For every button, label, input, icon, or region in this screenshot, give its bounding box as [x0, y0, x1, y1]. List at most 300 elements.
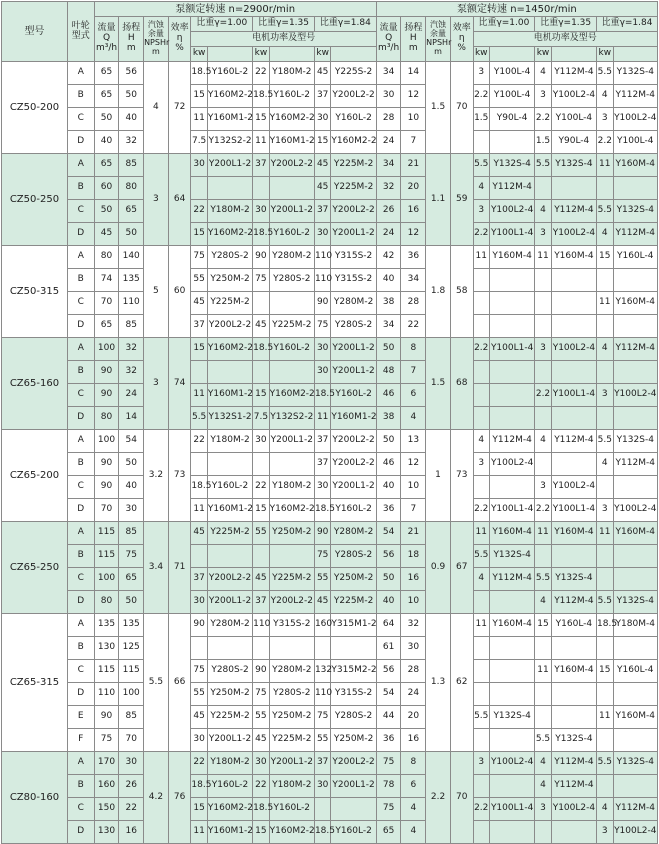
table-cell: 3 [535, 85, 551, 108]
table-cell: 3 [473, 453, 489, 476]
table-cell: 4 [535, 200, 551, 223]
table-cell: Y280S-2 [331, 545, 376, 568]
table-cell: Y225M-2 [331, 591, 376, 614]
header-kw: kw [191, 47, 207, 62]
table-row [2, 614, 658, 637]
table-cell: 75 [94, 729, 119, 752]
table-cell [597, 568, 613, 591]
table-cell [489, 407, 534, 430]
table-cell [269, 545, 314, 568]
table-cell: 50 [119, 453, 144, 476]
table-cell: 45 [314, 154, 330, 177]
table-cell: 15 [253, 821, 269, 844]
table-cell: 7.5 [191, 131, 207, 154]
table-row [2, 430, 658, 453]
table-cell: Y100L2-4 [489, 453, 534, 476]
table-cell: Y132S-4 [613, 752, 657, 775]
table-cell [489, 821, 534, 844]
table-cell: Y160M-4 [613, 706, 657, 729]
table-cell: 3 [473, 200, 489, 223]
header-npsh: 汽蚀 余量 NPSHr m [144, 17, 169, 62]
table-cell: 11 [314, 407, 330, 430]
table-cell [597, 729, 613, 752]
table-cell: Y160M2-2 [207, 798, 252, 821]
table-cell: B [67, 637, 94, 660]
table-cell: 4 [473, 430, 489, 453]
header-sg-184-1450: 比重γ=1.84 [597, 17, 658, 32]
table-cell [597, 683, 613, 706]
table-cell [473, 729, 489, 752]
table-cell: 73 [450, 430, 473, 522]
table-cell: 24 [376, 131, 401, 154]
table-cell: Y160M2-2 [207, 223, 252, 246]
table-cell: Y250M-2 [207, 683, 252, 706]
table-cell: 66 [168, 614, 191, 752]
table-cell: 37 [314, 200, 330, 223]
table-cell: 20 [401, 706, 426, 729]
table-cell: 4 [473, 177, 489, 200]
table-cell: 22 [253, 476, 269, 499]
table-cell: 55 [253, 706, 269, 729]
table-cell: 37 [191, 568, 207, 591]
table-cell: 37 [253, 154, 269, 177]
table-cell: Y280S-2 [331, 315, 376, 338]
table-cell: Y280S-2 [207, 660, 252, 683]
table-cell: Y200L2-2 [331, 200, 376, 223]
table-cell: 115 [94, 660, 119, 683]
table-cell: Y160M1-2 [207, 499, 252, 522]
table-cell [489, 315, 534, 338]
table-cell: C [67, 292, 94, 315]
table-cell: 65 [119, 568, 144, 591]
table-cell: Y160M2-2 [269, 384, 314, 407]
table-cell: 45 [94, 223, 119, 246]
table-cell: 18.5 [597, 614, 613, 637]
table-cell [269, 292, 314, 315]
table-cell: 30 [376, 85, 401, 108]
table-cell [473, 821, 489, 844]
table-cell: 75 [119, 545, 144, 568]
table-cell: 2.2 [473, 338, 489, 361]
table-cell [551, 361, 596, 384]
table-cell: 22 [191, 752, 207, 775]
table-cell: 75 [376, 752, 401, 775]
header-kw: kw [473, 47, 489, 62]
table-cell: Y250M-2 [331, 729, 376, 752]
table-cell: B [67, 545, 94, 568]
table-cell: Y100L2-4 [613, 821, 657, 844]
table-cell: 50 [94, 200, 119, 223]
table-cell: 20 [401, 177, 426, 200]
table-cell [489, 269, 534, 292]
table-cell: A [67, 62, 94, 85]
table-cell: 12 [401, 223, 426, 246]
table-cell: Y315S-2 [331, 246, 376, 269]
table-cell: 18.5 [191, 62, 207, 85]
table-cell [473, 660, 489, 683]
table-cell: 30 [253, 200, 269, 223]
table-cell: Y250M-2 [331, 568, 376, 591]
table-cell: 2.2 [473, 499, 489, 522]
table-cell: Y112M-4 [613, 338, 657, 361]
table-cell: 40 [119, 108, 144, 131]
table-cell [253, 637, 269, 660]
table-cell [473, 315, 489, 338]
table-cell: Y132S-4 [551, 568, 596, 591]
table-cell: CZ65-160 [2, 338, 68, 430]
table-cell [489, 729, 534, 752]
table-cell: 11 [535, 660, 551, 683]
table-cell: 18.5 [253, 798, 269, 821]
table-cell: 90 [94, 476, 119, 499]
table-cell: 4 [401, 798, 426, 821]
table-cell: Y160M-4 [613, 522, 657, 545]
table-cell: Y100L2-4 [551, 85, 596, 108]
table-row [2, 683, 658, 706]
table-cell: 54 [376, 522, 401, 545]
table-cell: 5.5 [535, 729, 551, 752]
table-row [2, 499, 658, 522]
table-cell: Y160L-4 [613, 660, 657, 683]
table-cell [535, 683, 551, 706]
table-cell: 45 [191, 522, 207, 545]
table-cell: 22 [253, 62, 269, 85]
header-sg-100-2900: 比重γ=1.00 [191, 17, 253, 32]
table-cell: Y315S-2 [331, 269, 376, 292]
table-cell: 100 [94, 568, 119, 591]
table-cell: 132 [314, 660, 330, 683]
table-cell [207, 177, 252, 200]
table-cell: 30 [314, 361, 330, 384]
table-cell: 5.5 [597, 591, 613, 614]
table-cell: Y160M2-2 [269, 821, 314, 844]
table-cell: 45 [314, 591, 330, 614]
table-cell: Y132S2-2 [269, 407, 314, 430]
table-cell: 3 [535, 223, 551, 246]
table-cell: 5.5 [473, 545, 489, 568]
table-cell: Y315S-2 [331, 683, 376, 706]
table-cell: 75 [253, 683, 269, 706]
table-cell: Y160M2-2 [331, 131, 376, 154]
table-cell: 11 [191, 108, 207, 131]
table-cell [253, 361, 269, 384]
table-cell: A [67, 752, 94, 775]
table-cell [551, 453, 596, 476]
table-row [2, 752, 658, 775]
header-kw: kw [597, 47, 613, 62]
table-cell: Y200L1-2 [331, 338, 376, 361]
header-sg-184-2900: 比重γ=1.84 [314, 17, 376, 32]
table-cell [489, 637, 534, 660]
table-cell: 22 [191, 200, 207, 223]
table-cell: 7.5 [253, 407, 269, 430]
table-cell: CZ50-250 [2, 154, 68, 246]
table-cell: 5.5 [597, 200, 613, 223]
table-cell: Y100L1-4 [489, 338, 534, 361]
table-cell: 14 [119, 407, 144, 430]
table-cell: 71 [168, 522, 191, 614]
table-cell: 30 [191, 591, 207, 614]
table-cell [489, 591, 534, 614]
table-cell [613, 315, 657, 338]
table-cell: 1.1 [426, 154, 451, 246]
table-cell: 45 [253, 568, 269, 591]
table-cell [613, 361, 657, 384]
table-cell: 16 [401, 200, 426, 223]
table-cell [489, 384, 534, 407]
table-cell [535, 706, 551, 729]
table-cell: 75 [314, 545, 330, 568]
table-row [2, 407, 658, 430]
table-cell: Y112M-4 [551, 775, 596, 798]
table-cell: Y200L1-2 [269, 430, 314, 453]
table-cell: 24 [119, 384, 144, 407]
table-cell: A [67, 338, 94, 361]
table-cell: 28 [401, 292, 426, 315]
table-row [2, 108, 658, 131]
table-cell: 70 [94, 499, 119, 522]
table-cell: 28 [401, 660, 426, 683]
table-cell: 4 [597, 223, 613, 246]
table-cell: 40 [119, 476, 144, 499]
table-cell: Y180M-2 [207, 752, 252, 775]
table-cell: 12 [401, 85, 426, 108]
table-cell: 50 [376, 338, 401, 361]
table-cell [597, 177, 613, 200]
table-cell: CZ65-200 [2, 430, 68, 522]
table-cell: Y160M-4 [489, 246, 534, 269]
table-cell: 80 [94, 246, 119, 269]
table-cell: Y250M-2 [269, 522, 314, 545]
table-cell: 40 [376, 476, 401, 499]
table-cell: 15 [314, 131, 330, 154]
table-cell: D [67, 683, 94, 706]
table-cell: 12 [401, 453, 426, 476]
table-cell: 3 [535, 338, 551, 361]
table-cell: Y100L2-4 [613, 499, 657, 522]
table-cell: Y200L2-2 [269, 591, 314, 614]
table-cell: 85 [119, 315, 144, 338]
table-cell: 4 [597, 338, 613, 361]
table-cell [191, 453, 207, 476]
table-cell: B [67, 361, 94, 384]
table-cell: 5.5 [535, 154, 551, 177]
table-cell: 34 [376, 315, 401, 338]
table-row [2, 591, 658, 614]
table-cell: Y112M-4 [551, 62, 596, 85]
table-row [2, 269, 658, 292]
table-cell: Y160L-2 [331, 499, 376, 522]
table-cell: 3 [144, 154, 169, 246]
table-cell: Y90L-4 [489, 108, 534, 131]
table-cell: Y100L-4 [489, 62, 534, 85]
table-cell: Y112M-4 [489, 177, 534, 200]
table-cell: Y160L-2 [269, 223, 314, 246]
table-cell: 18.5 [191, 775, 207, 798]
table-cell: 100 [94, 338, 119, 361]
table-cell [597, 545, 613, 568]
table-cell [597, 637, 613, 660]
table-body [2, 62, 658, 844]
table-cell: 22 [191, 430, 207, 453]
table-cell: Y280S-2 [331, 706, 376, 729]
table-cell: Y280M-2 [269, 246, 314, 269]
table-cell: 8 [401, 338, 426, 361]
table-cell: 11 [597, 292, 613, 315]
table-cell: 11 [473, 614, 489, 637]
table-row [2, 568, 658, 591]
table-cell [613, 775, 657, 798]
table-cell: 4 [473, 568, 489, 591]
table-cell: 6 [401, 775, 426, 798]
table-row [2, 637, 658, 660]
table-cell [207, 637, 252, 660]
table-cell: 3 [144, 338, 169, 430]
table-cell [473, 637, 489, 660]
table-cell: 30 [191, 729, 207, 752]
table-cell: 11 [473, 522, 489, 545]
table-cell: 50 [119, 591, 144, 614]
table-cell: 75 [376, 798, 401, 821]
table-cell: 34 [376, 154, 401, 177]
table-cell: Y100L2-4 [551, 338, 596, 361]
table-cell [597, 361, 613, 384]
table-cell [489, 361, 534, 384]
header-kw: kw [535, 47, 551, 62]
table-cell: 50 [94, 108, 119, 131]
table-cell: 15 [253, 499, 269, 522]
table-cell: 65 [94, 62, 119, 85]
table-cell: Y160L-2 [207, 775, 252, 798]
table-cell: Y160M-4 [613, 292, 657, 315]
table-cell: Y100L1-4 [489, 499, 534, 522]
table-cell [597, 315, 613, 338]
table-cell: 38 [376, 407, 401, 430]
table-cell: 59 [450, 154, 473, 246]
table-cell: 4 [535, 752, 551, 775]
table-cell [551, 637, 596, 660]
table-cell: 16 [401, 568, 426, 591]
table-cell: 37 [314, 85, 330, 108]
table-cell: Y280S-2 [207, 246, 252, 269]
table-cell: 135 [119, 269, 144, 292]
table-cell: 90 [191, 614, 207, 637]
table-cell: 115 [94, 545, 119, 568]
table-cell: Y200L2-2 [207, 568, 252, 591]
table-cell: 85 [119, 706, 144, 729]
table-cell: C [67, 476, 94, 499]
table-cell: Y160M-4 [551, 522, 596, 545]
table-cell: Y280M-2 [331, 522, 376, 545]
table-cell: 18.5 [314, 499, 330, 522]
table-cell: 3 [597, 384, 613, 407]
table-row [2, 476, 658, 499]
table-cell: 6 [401, 384, 426, 407]
table-cell: Y250M-2 [207, 269, 252, 292]
table-cell: Y100L2-4 [551, 223, 596, 246]
table-cell: Y90L-4 [551, 131, 596, 154]
table-cell: 11 [535, 246, 551, 269]
table-cell: Y160M1-2 [207, 108, 252, 131]
table-cell: 2.2 [473, 223, 489, 246]
table-cell: 90 [94, 706, 119, 729]
table-cell [551, 683, 596, 706]
table-cell: A [67, 430, 94, 453]
table-cell: 45 [253, 729, 269, 752]
table-cell: 68 [450, 338, 473, 430]
table-cell [473, 775, 489, 798]
table-cell [597, 407, 613, 430]
table-cell: 2.2 [473, 798, 489, 821]
table-cell: Y112M-4 [551, 430, 596, 453]
table-cell: 11 [473, 246, 489, 269]
table-cell: Y160M2-2 [269, 108, 314, 131]
table-cell [489, 476, 534, 499]
table-cell [597, 269, 613, 292]
table-cell: 3.4 [144, 522, 169, 614]
table-cell: 130 [94, 637, 119, 660]
table-cell: Y200L2-2 [269, 154, 314, 177]
table-cell: 75 [191, 246, 207, 269]
table-cell: Y200L1-2 [269, 200, 314, 223]
table-cell: B [67, 177, 94, 200]
table-cell: 2.2 [597, 131, 613, 154]
table-cell: Y225M-2 [207, 522, 252, 545]
table-cell: 46 [376, 453, 401, 476]
table-cell: Y112M-4 [613, 223, 657, 246]
table-cell: 54 [119, 430, 144, 453]
table-cell: 37 [191, 315, 207, 338]
table-cell: 48 [376, 361, 401, 384]
table-cell: 90 [253, 660, 269, 683]
table-cell: 1.5 [535, 131, 551, 154]
table-cell: 2.2 [535, 499, 551, 522]
table-cell: 16 [119, 821, 144, 844]
header-head-1450: 扬程 H m [401, 17, 426, 62]
table-cell [473, 476, 489, 499]
table-cell: Y225S-2 [331, 62, 376, 85]
table-cell [473, 361, 489, 384]
table-cell: 65 [119, 200, 144, 223]
table-cell: 4 [144, 62, 169, 154]
table-cell: 30 [314, 476, 330, 499]
table-cell: Y160L-4 [551, 614, 596, 637]
table-cell: D [67, 223, 94, 246]
table-cell: 100 [119, 683, 144, 706]
table-cell: 22 [119, 798, 144, 821]
table-cell [613, 269, 657, 292]
table-cell: 2.2 [426, 752, 451, 844]
table-cell: 115 [119, 660, 144, 683]
table-cell [535, 177, 551, 200]
table-cell: Y132S1-2 [207, 407, 252, 430]
table-cell [535, 453, 551, 476]
table-row [2, 315, 658, 338]
table-cell: Y160M2-2 [207, 338, 252, 361]
table-cell: 5.5 [597, 752, 613, 775]
table-cell: 34 [401, 269, 426, 292]
table-cell: 24 [401, 683, 426, 706]
table-cell: 3 [473, 62, 489, 85]
table-cell: 50 [376, 568, 401, 591]
header-sg-100-1450: 比重γ=1.00 [473, 17, 535, 32]
table-cell: 30 [401, 637, 426, 660]
table-cell: 65 [94, 85, 119, 108]
table-cell: 4 [535, 591, 551, 614]
table-cell: Y315S-2 [269, 614, 314, 637]
table-cell: Y100L2-4 [613, 384, 657, 407]
table-cell: 22 [401, 315, 426, 338]
